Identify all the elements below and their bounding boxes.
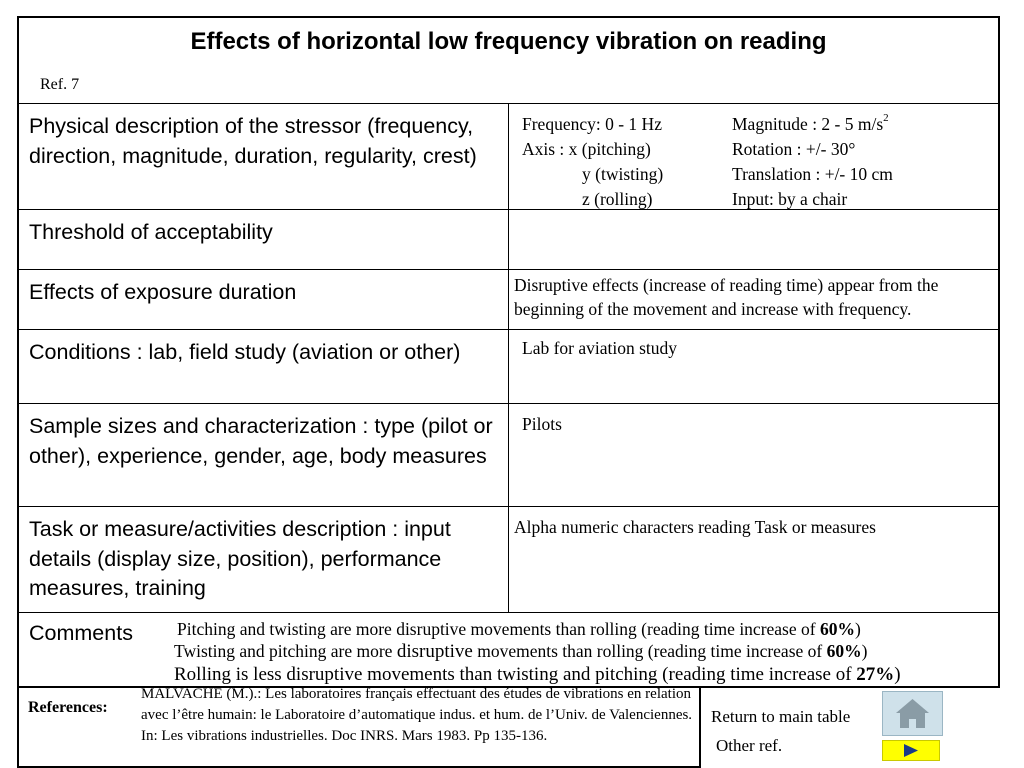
title-row	[19, 18, 998, 104]
conditions-value: Lab for aviation study	[522, 338, 678, 358]
next-ref-button[interactable]	[882, 740, 940, 761]
axis-x-text: Axis : x (pitching)	[522, 139, 651, 159]
main-table	[17, 16, 1000, 688]
row-label-conditions: Conditions : lab, field study (aviation or other)	[29, 340, 461, 364]
row-task	[19, 507, 998, 613]
exposure-line-1: Disruptive effects (increase of reading time) appear from the	[514, 275, 939, 295]
comment-line-3: Rolling is less disruptive movements than twisting and pitching (reading time increase of 27%)	[174, 664, 901, 685]
row-label-task: Task or measure/activities description : input details (display size, position), performance measures, training	[29, 517, 451, 600]
row-threshold	[19, 210, 998, 270]
axis-y-text: y (twisting)	[582, 164, 664, 184]
return-to-main-table-link[interactable]: Return to main table	[711, 707, 851, 726]
exposure-line-2: beginning of the movement and increase with frequency.	[514, 299, 912, 319]
row-sample	[19, 404, 998, 507]
references-label: References:	[28, 699, 108, 716]
ref-number: Ref. 7	[40, 76, 80, 93]
row-comments	[19, 613, 998, 686]
magnitude-text: Magnitude : 2 - 5 $m/s^2$	[732, 112, 889, 134]
row-label-sample: Sample sizes and characterization : type (pilot or other), experience, gender, age, body measures	[29, 414, 493, 468]
comment-line-2: Twisting and pitching are more disruptive movements than rolling (reading time increase of 60%)	[174, 641, 868, 662]
row-label-threshold: Threshold of acceptability	[29, 220, 273, 244]
task-value: Alpha numeric characters reading Task or measures	[514, 517, 876, 537]
rotation-text: Rotation : +/- 30°	[732, 139, 856, 159]
row-exposure	[19, 270, 998, 330]
row-label-comments: Comments	[29, 621, 133, 645]
row-physical	[19, 104, 998, 210]
home-icon	[883, 692, 942, 735]
play-arrow-icon	[883, 741, 939, 760]
input-text: Input: by a chair	[732, 189, 848, 209]
comment-line-1: Pitching and twisting are more disruptive movements than rolling (reading time increase of 60%)	[177, 619, 861, 639]
page-title: Effects of horizontal low frequency vibration on reading	[190, 28, 827, 55]
row-label-exposure: Effects of exposure duration	[29, 280, 297, 304]
row-label-physical: Physical description of the stressor (frequency, direction, magnitude, duration, regularity, crest)	[29, 114, 477, 168]
translation-text: Translation : +/- 10 cm	[732, 164, 893, 184]
frequency-text: Frequency: 0 - 1 Hz	[522, 114, 662, 134]
axis-z-text: z (rolling)	[582, 189, 653, 209]
comments-text	[174, 618, 901, 687]
home-button[interactable]	[882, 691, 943, 736]
references-text: MALVACHE (M.).: Les laboratoires français effectuant des études de vibrations en relation avec l’être humain: le Laboratoire d’automatique indus. et hum. de l’Univ. de Valenciennes. In: Les vibrations industrielles. Doc INRS. Mars 1983. Pp 135-136.	[141, 688, 693, 744]
sample-value: Pilots	[522, 414, 562, 434]
other-ref-link[interactable]: Other ref.	[716, 736, 783, 755]
references-box	[17, 688, 701, 768]
row-conditions	[19, 330, 998, 404]
